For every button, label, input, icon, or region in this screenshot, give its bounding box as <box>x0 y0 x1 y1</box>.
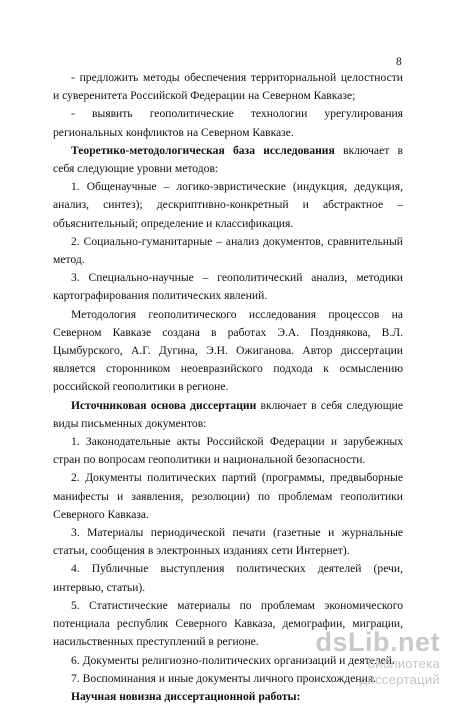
paragraph-source-base: Источниковая основа диссертации включает в себя следующие виды письменных документов: <box>53 398 403 430</box>
list-item-general-methods: 1. Общенаучные – логико-эвристические (индукция, дедукция, анализ, синтез); дескриптивно-конкретный и абстрактное – объяснительный; определение и классификация. <box>53 180 403 230</box>
list-item-memoirs: 7. Воспоминания и иные документы личного происхождения. <box>71 671 377 685</box>
dslib-watermark <box>290 628 440 688</box>
watermark-logo: dsLib.net <box>315 627 440 657</box>
list-item-speeches: 4. Публичные выступления политических деятелей (речи, интервью, статьи). <box>53 562 403 594</box>
list-item-social-methods: 2. Социально-гуманитарные – анализ документов, сравнительный метод. <box>53 234 403 267</box>
list-item-party-documents: 2. Документы политических партий (программы, предвыборные манифесты и заявления, резолюции) по проблемам геополитики Северного Кавказа. <box>53 471 403 521</box>
paragraph-methodology-base: Теоретико-методологическая база исследования включает в себя следующие уровни методов: <box>53 143 403 176</box>
paragraph-goal-methods: - предложить методы обеспечения территориальной целостности и суверенитета Российской Федерации на Северном Кавказе; <box>53 71 403 103</box>
paragraph-goal-technologies: - выявить геополитические технологии урегулирования региональных конфликтов на Северном Кавказе. <box>53 107 403 139</box>
paragraph-methodology-authors: Методология геополитического исследования процессов на Северном Кавказе создана в работах Э.А. Позднякова, В.Л. Цымбурского, А.Г. Дугина, Э.Н. Ожиганова. Автор диссертации является сторонником неоевразийского подхода к осмыслению российской геополитики в регионе. <box>53 307 403 394</box>
list-item-statistics: 5. Статистические материалы по проблемам экономического потенциала республик Северного Кавказа, демографии, миграции, насильственных преступлений в регионе. <box>53 598 403 649</box>
bold-heading: Теоретико-методологическая база исследования <box>71 143 335 157</box>
paragraph-scientific-novelty <box>53 688 403 706</box>
body-text <box>53 69 403 706</box>
list-item-religious-documents: 6. Документы религиозно-политических организаций и деятелей. <box>71 653 395 667</box>
bold-heading: Научная новизна диссертационной работы: <box>71 689 301 703</box>
page-number: 8 <box>396 56 402 68</box>
list-item-special-methods: 3. Специально-научные – геополитический анализ, методики картографирования политических явлений. <box>53 271 403 303</box>
watermark-subtitle: библиотека диссертаций <box>359 656 440 687</box>
list-item-legislation: 1. Законодательные акты Российской Федерации и зарубежных стран по вопросам геополитики и национальной безопасности. <box>53 435 403 467</box>
list-item-periodicals: 3. Материалы периодической печати (газетные и журнальные статьи, сообщения в электронных изданиях сети Интернет). <box>53 526 403 558</box>
bold-heading: Источниковая основа диссертации <box>71 398 257 412</box>
